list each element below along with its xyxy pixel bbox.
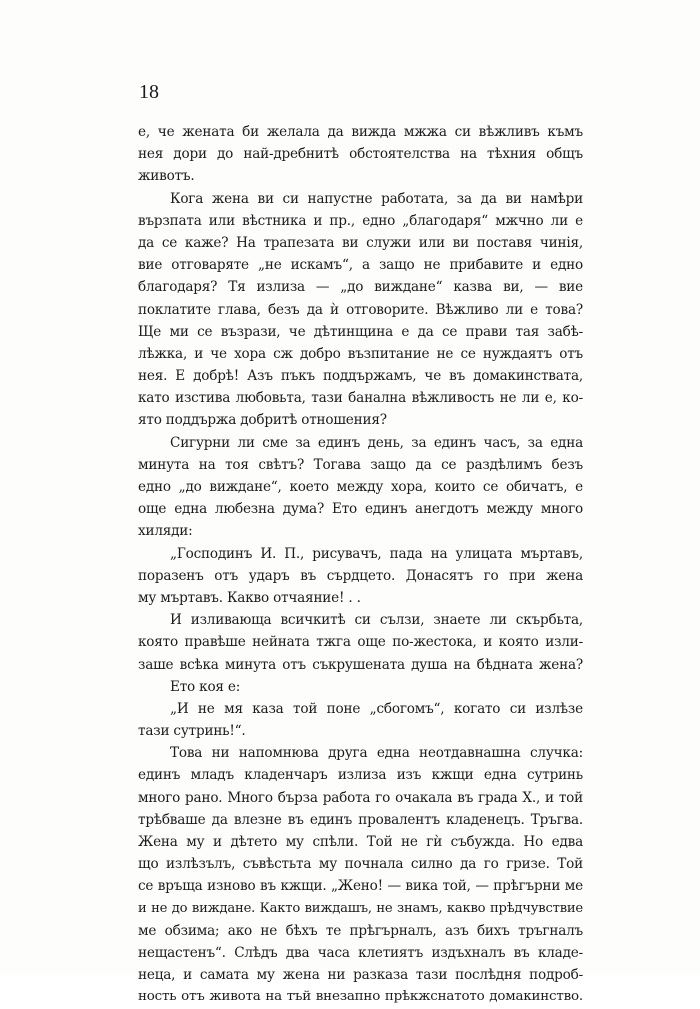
text-line: нещастенъ“. Слѣдъ два часа клетиятъ издъхналъ въ кладе- (138, 944, 583, 961)
text-line: лѣжка, и че хора сж добро възпитание не се нуждаятъ отъ (138, 345, 583, 362)
text-line: му мъртавъ. Какво отчаяние! . . (138, 589, 361, 606)
text-line: минута на тоя свѣтъ? Тогава защо да се раздѣлимъ безъ (138, 456, 583, 473)
text-line: ято поддържа добритѣ отношения? (138, 412, 387, 429)
text-line: която правѣше нейната тжга още по-жестока, и която изли- (138, 634, 583, 651)
text-line: и не до виждане. Както виждашъ, не знамъ, какво прѣдчувствие (138, 900, 583, 916)
text-line: поразенъ отъ ударъ въ сърдцето. Донасятъ го при жена (138, 567, 583, 584)
text-line: заше всѣка минута отъ съкрушената душа на бѣдната жена? (138, 656, 583, 673)
text-line: вързпата или вѣстника и пр., едно „благодаря“ мжчно ли е (138, 212, 583, 229)
text-line: единъ младъ кладенчаръ излиза изъ кжщи една сутринь (138, 767, 583, 784)
text-line: ность отъ живота на тъй внезапно прѣкжснатото домакинство. (138, 989, 583, 1005)
text-line: като изстива любовьта, тази банална вѣжливость не ли е, ко- (138, 390, 583, 407)
text-line: едно „до виждане“, което между хора, които се обичатъ, е (138, 479, 583, 495)
text-line: нея. Е добрѣ! Азъ пъкъ поддържамъ, че въ домакинствата, (138, 368, 583, 385)
text-line: е, че жената би желала да вижда мжжа си вѣжливъ къмъ (138, 124, 583, 140)
text-line: Това ни напомнюва друга една неотдавнашна случка: (170, 745, 583, 762)
text-line: поклатите глава, безъ да ѝ отговорите. Вѣжливо ли е това? (138, 301, 583, 318)
text-line: животъ. (138, 168, 195, 185)
text-line: Жена му и дѣтето му спѣли. Той не гѝ събужда. Но едва (138, 834, 583, 850)
body-text (138, 121, 583, 1009)
text-line: Ще ми се възрази, че дѣтинщина е да се прави тая забѣ- (138, 323, 583, 340)
text-line: Ето коя е: (170, 678, 241, 695)
text-line: „И не мя каза той поне „сбогомъ“, когато си излѣзе (170, 700, 583, 717)
text-line: Сигурни ли сме за единъ день, за единъ часъ, за една (170, 434, 583, 451)
page-number: 18 (139, 81, 159, 103)
text-line: Кога жена ви си напустне работата, за да ви намѣри (170, 190, 583, 207)
text-line: да се каже? На трапезата ви служи или ви поставя чинія, (138, 234, 583, 251)
text-line: И изливающа всичкитѣ си сълзи, знаете ли скърбьта, (170, 612, 583, 629)
text-line: трѣбваше да влезне въ единъ провалентъ кладенецъ. Тръгва. (138, 811, 583, 828)
text-line: благодаря? Тя излиза — „до виждане“ казва ви, — вие (138, 279, 583, 296)
text-line: неца, и самата му жена ни разказа тази послѣдня подроб- (138, 967, 583, 984)
text-line: още една любезна дума? Ето единъ анегдотъ между много (138, 501, 583, 518)
text-line: „Господинъ И. П., рисувачъ, пада на улицата мъртавъ, (170, 545, 583, 562)
text-line: вие отговаряте „не искамъ“, а защо не прибавите и едно (138, 257, 583, 274)
text-line: нея дори до най-дребнитѣ обстоятелства на тѣхния общъ (138, 146, 583, 163)
text-line: хиляди: (138, 523, 193, 540)
text-line: що излѣзълъ, съвѣстьта му почнала силно да го гризе. Той (138, 856, 583, 873)
text-line: тази сутринь!“. (138, 723, 246, 740)
text-line: ме обзима; ако не бѣхъ те прѣгърналъ, азъ бихъ тръгналъ (138, 922, 583, 939)
text-line: се връща изново въ кжщи. „Жено! — вика той, — прѣгърни ме (138, 878, 583, 895)
text-line: много рано. Много бърза работа го очакала въ града Х., и той (138, 789, 583, 806)
